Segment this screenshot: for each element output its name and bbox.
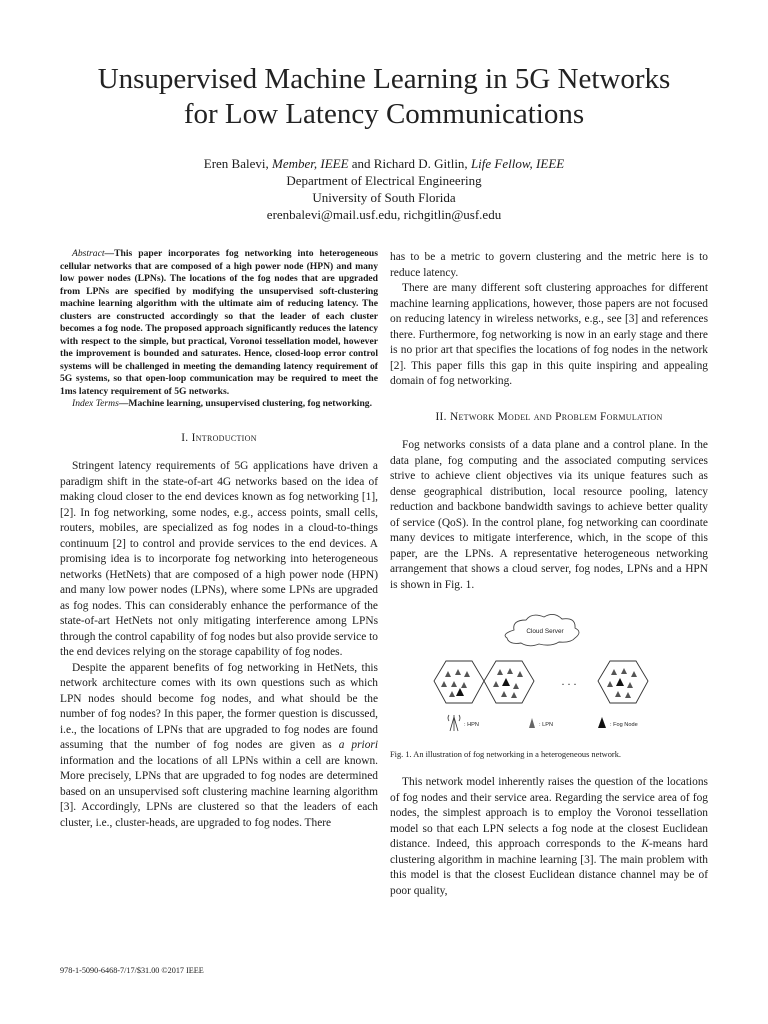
network-model-paragraph-2: This network model inherently raises the question of the locations of fog nodes and their service area. Regarding the service area of fog nodes, the simplest approach is to employ the Voronoi tessellation model so that each LPN selects a fog node at the closest Euclidean distance. Indeed, this approach corresponds to the K-means hard clustering algorithm in machine learning [3]. The main problem with this model is that the closest Euclidean distance channel may be of poor quality, bbox=[390, 776, 708, 897]
cloud-server-label: Cloud Server bbox=[526, 628, 564, 635]
network-model-paragraph-1: Fog networks consists of a data plane and a control plane. In the data plane, fog computing and the associated computing services strive to achieve client objectives via its unique features such as dense geographical distribution, local resource pooling, latency reduction and backbone bandwidth savings to achieve better quality of service (QoS). In the control plane, fog networking can coordinate many devices to mitigate interference, which, in the scope of this paper, are the LPNs. A representative heterogeneous networking arrangement that shows a cloud server, fog nodes, LPNs and a HPN is shown in Fig. 1. bbox=[390, 439, 708, 591]
section-heading-network-model: II. Network Model and Problem Formulation bbox=[435, 410, 663, 423]
paper-title bbox=[40, 62, 728, 132]
author-block bbox=[40, 155, 728, 223]
lpn-legend-icon bbox=[529, 718, 535, 728]
fog-node-legend-icon bbox=[598, 717, 606, 728]
right-column bbox=[390, 250, 708, 899]
abstract: Abstract—This paper incorporates fog networking into heterogeneous cellular networks that are composed of a high power node (HPN) and many low power nodes (LPNs). The locations of the fog nodes that are upgraded from LPNs are specified by modifying the unsupervised soft-clustering machine learning algorithm with the ultimate aim of reducing latency. The clusters are constructed accordingly so that the leader of each cluster becomes a fog node. The proposed approach significantly reduces the latency with respect to the simple, but practical, Voronoi tessellation model, however the improvement is bounded and saturates. Hence, closed-loop error control systems will be challenged in meeting the demanding latency requirement of 5G systems, so that open-loop communication may be required to meet the 1ms latency requirement of 5G networks. bbox=[60, 248, 378, 397]
hpn-icon bbox=[448, 715, 460, 731]
author-line: Eren Balevi, Member, IEEE and Richard D. Gitlin, Life Fellow, IEEE bbox=[203, 156, 565, 171]
hexagon-cell-2 bbox=[484, 661, 534, 703]
continued-paragraph: has to be a metric to govern clustering and the metric here is to reduce latency. bbox=[390, 251, 708, 279]
title-line-1: Unsupervised Machine Learning in 5G Networks bbox=[97, 63, 671, 95]
intro-paragraph-1: Stringent latency requirements of 5G applications have driven a paradigm shift in the state-of-art 4G networks based on the idea of making cloud closer to the end devices known as fog networking [1], [2]. In fog networking, some nodes, e.g., access points, small cells, routers, mobiles, are specialized as fog nodes in a cloud-to-things continuum [2] to control and provide services to the end devices. A promising idea is to incorporate fog networking into heterogeneous networks (HetNets) that are composed of a high power node (HPN) and many low power nodes (LPNs), where some LPNs are upgraded as fog nodes. This can considerably enhance the performance of the state-of-art HetNets not only mitigating interference among LPNs through the control capability of fog nodes but also provide service to the end devices relying on the storage capability of fog nodes. bbox=[60, 460, 378, 658]
emails: erenbalevi@mail.usf.edu, richgitlin@usf.edu bbox=[266, 207, 502, 222]
left-column bbox=[60, 248, 378, 831]
soft-clustering-paragraph: There are many different soft clustering approaches for different machine learning applications, however, those papers are not focused on reducing latency in wireless networks, e.g., see [3] and references there. Furthermore, fog networking is now in an early stage and there is no prior art that specifies the locations of fog nodes in the network [2]. This paper fills this gap in this quite inspiring and appealing domain of fog networking. bbox=[390, 282, 708, 387]
figure-1-caption: Fig. 1. An illustration of fog networking in a heterogeneous network. bbox=[390, 750, 621, 759]
section-heading-introduction: I. Introduction bbox=[181, 431, 257, 444]
legend-hpn-label: : HPN bbox=[464, 722, 479, 728]
department: Department of Electrical Engineering bbox=[286, 173, 482, 188]
fog-network-diagram bbox=[414, 611, 684, 739]
index-terms: Index Terms—Machine learning, unsupervised clustering, fog networking. bbox=[72, 398, 372, 409]
legend-fog-node-label: : Fog Node bbox=[610, 722, 638, 728]
legend-lpn-label: : LPN bbox=[539, 722, 553, 728]
figure-1 bbox=[414, 611, 684, 739]
title-line-2: for Low Latency Communications bbox=[183, 98, 585, 130]
ellipsis: . . . bbox=[561, 674, 577, 688]
hexagon-cell-3 bbox=[598, 661, 648, 703]
hexagon-cell-1 bbox=[434, 661, 484, 703]
cloud-icon bbox=[505, 614, 579, 645]
university: University of South Florida bbox=[312, 190, 456, 205]
intro-paragraph-2: Despite the apparent benefits of fog networking in HetNets, this network architecture comes with its own questions such as which LPN nodes should become fog nodes, and what should be the number of fog nodes? In this paper, the former question is discussed, i.e., the locations of LPNs that are upgraded to fog nodes are found assuming that the number of fog nodes are given as a priori information and the locations of all LPNs within a cell are known. More precisely, LPNs that are upgraded to fog nodes are determined based on an unsupervised soft clustering machine learning algorithm [3]. Accordingly, LPNs are clustered so that the leaders of each cluster, i.e., cluster-heads, are upgraded to fog nodes. There bbox=[60, 661, 378, 829]
copyright-footer: 978-1-5090-6468-7/17/$31.00 ©2017 IEEE bbox=[60, 966, 204, 975]
